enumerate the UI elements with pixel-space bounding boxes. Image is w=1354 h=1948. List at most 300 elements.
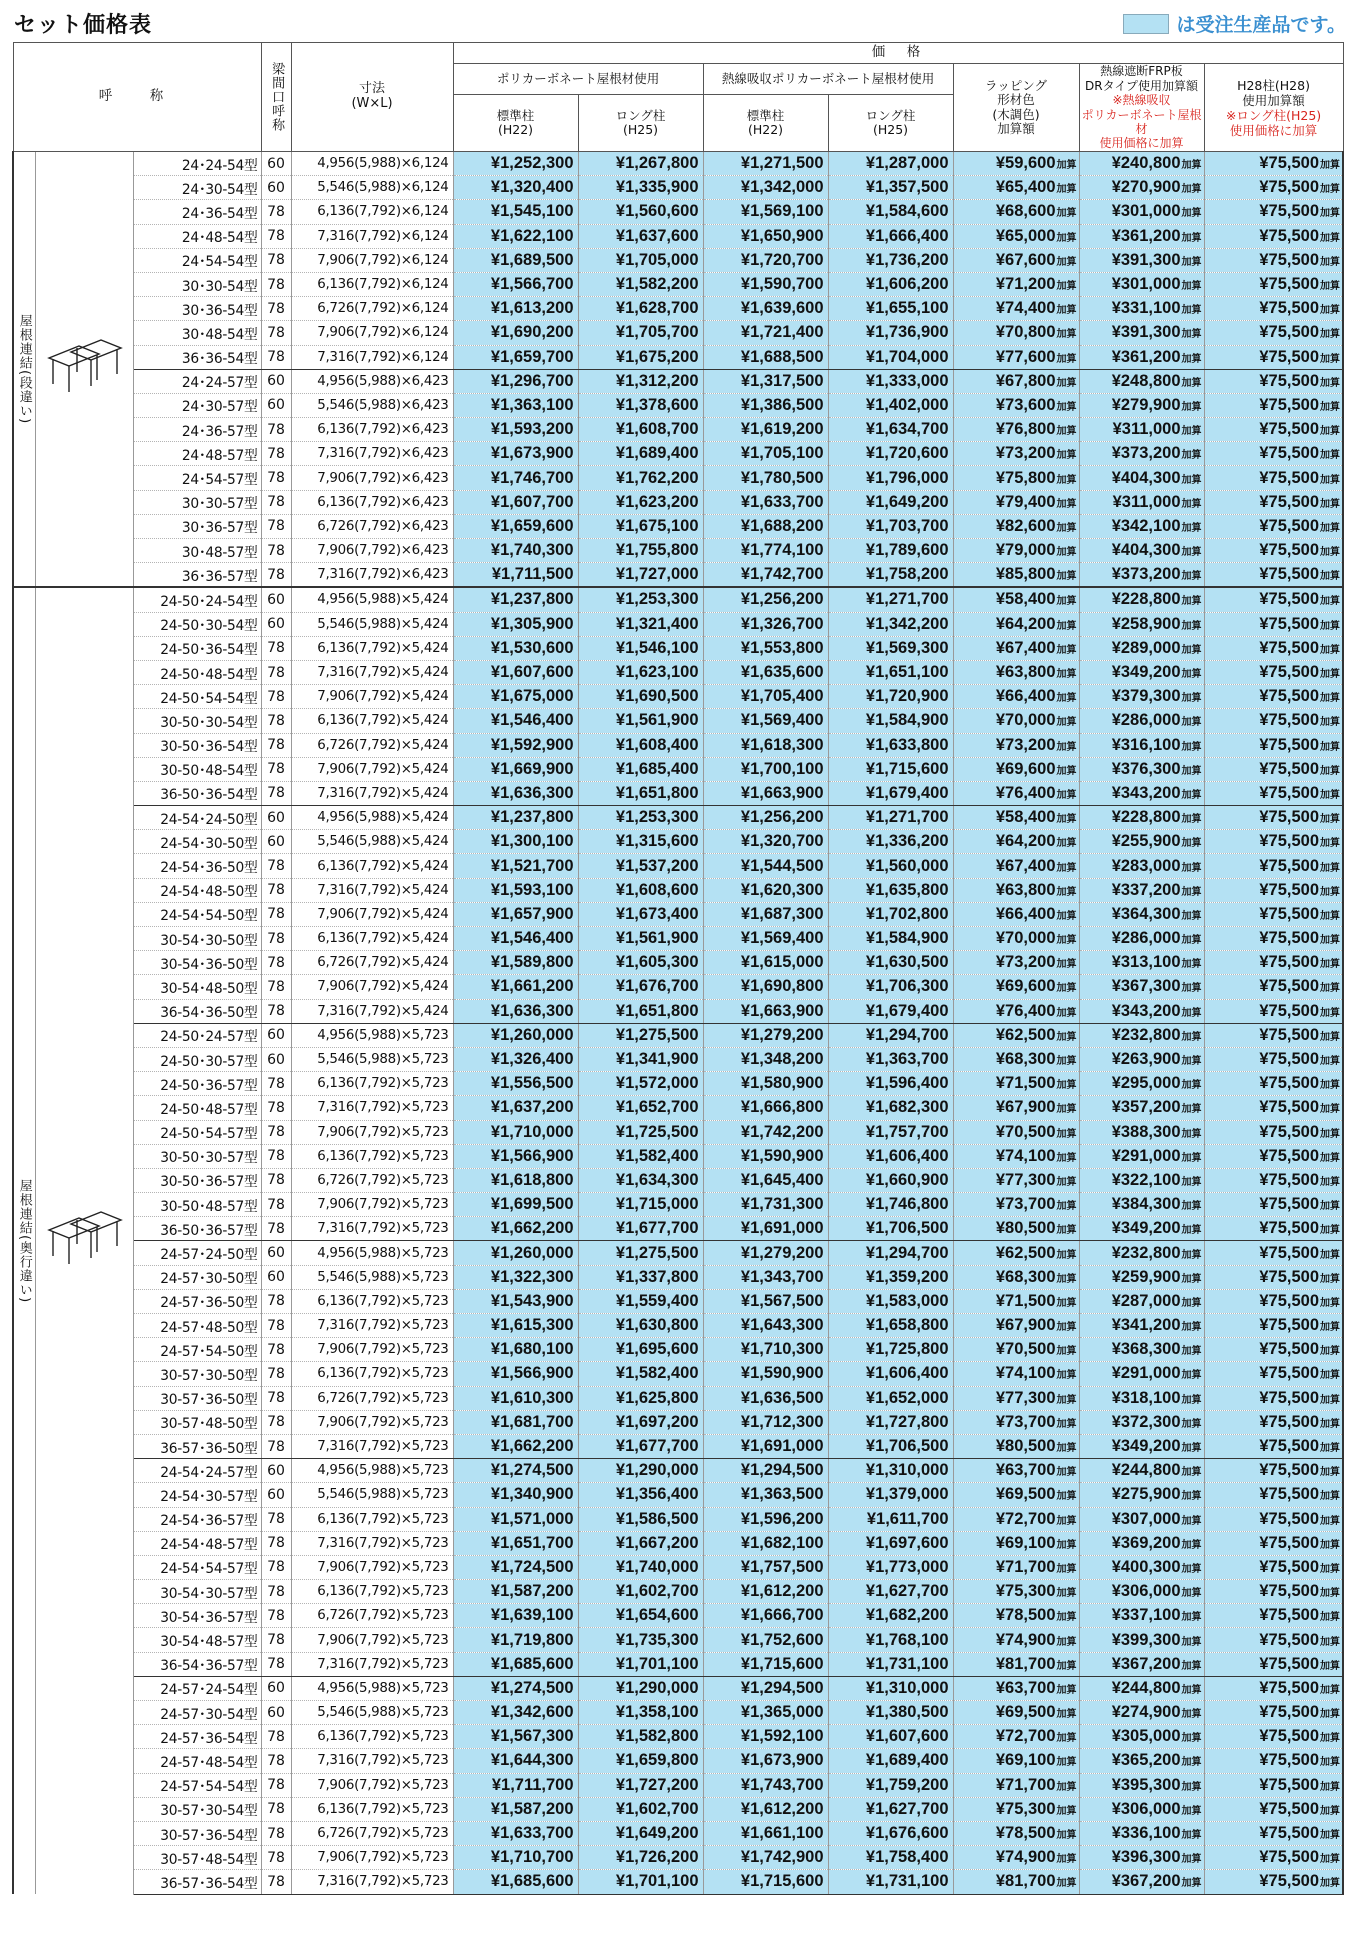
add-suffix: 加算	[1181, 935, 1202, 947]
wrap-add	[953, 1289, 1079, 1313]
add-suffix: 加算	[1181, 644, 1202, 656]
add-value: ¥66,400	[995, 904, 1056, 923]
h28-add	[1204, 660, 1343, 684]
add-suffix: 加算	[1320, 1273, 1341, 1285]
add-suffix: 加算	[1181, 1467, 1202, 1479]
add-suffix: 加算	[1181, 498, 1202, 510]
price-std-heat: ¥1,742,200	[703, 1120, 828, 1144]
beam-span: 78	[261, 297, 291, 321]
add-value: ¥357,200	[1111, 1098, 1181, 1117]
price-long-heat: ¥1,336,200	[828, 830, 953, 854]
add-suffix: 加算	[1320, 910, 1341, 922]
price-long-heat: ¥1,706,300	[828, 975, 953, 999]
table-row	[13, 418, 1343, 442]
add-suffix: 加算	[1181, 1418, 1202, 1430]
beam-span: 78	[261, 248, 291, 272]
wrap-add	[953, 563, 1079, 588]
add-value: ¥63,800	[995, 880, 1056, 899]
add-value: ¥67,400	[995, 856, 1056, 875]
add-value: ¥75,500	[1259, 420, 1320, 439]
add-suffix: 加算	[1056, 522, 1077, 534]
price-std-heat: ¥1,618,300	[703, 733, 828, 757]
price-std-heat: ¥1,271,500	[703, 152, 828, 176]
add-value: ¥67,900	[995, 1316, 1056, 1335]
add-value: ¥66,400	[995, 687, 1056, 706]
add-value: ¥75,500	[1259, 856, 1320, 875]
model-name: 24-50･24-54型	[133, 587, 261, 612]
price-long-heat: ¥1,736,900	[828, 321, 953, 345]
price-std-poly: ¥1,685,600	[453, 1870, 578, 1894]
wrap-add	[953, 200, 1079, 224]
beam-span: 78	[261, 563, 291, 588]
price-std-poly: ¥1,530,600	[453, 636, 578, 660]
add-value: ¥69,100	[995, 1533, 1056, 1552]
dimension: 6,136(7,792)×6,124	[291, 272, 453, 296]
price-long-poly: ¥1,582,800	[578, 1725, 703, 1749]
dimension: 7,316(7,792)×6,124	[291, 345, 453, 369]
add-value: ¥75,500	[1259, 226, 1320, 245]
beam-span: 78	[261, 757, 291, 781]
add-suffix: 加算	[1181, 353, 1202, 365]
table-row	[13, 1362, 1343, 1386]
price-std-poly: ¥1,237,800	[453, 587, 578, 612]
add-suffix: 加算	[1056, 717, 1077, 729]
table-row	[13, 587, 1343, 612]
add-value: ¥75,500	[1259, 1025, 1320, 1044]
model-name: 30-54･30-50型	[133, 927, 261, 951]
add-suffix: 加算	[1320, 1709, 1341, 1721]
dimension: 6,726(7,792)×5,723	[291, 1386, 453, 1410]
add-suffix: 加算	[1320, 959, 1341, 971]
add-suffix: 加算	[1181, 693, 1202, 705]
add-value: ¥75,500	[1259, 323, 1320, 342]
header-h28-title: H28柱(H28) 使用加算額	[1237, 77, 1310, 108]
add-value: ¥244,800	[1111, 1678, 1181, 1697]
price-long-poly: ¥1,572,000	[578, 1072, 703, 1096]
add-suffix: 加算	[1181, 1757, 1202, 1769]
frp-add	[1079, 1120, 1204, 1144]
price-std-poly: ¥1,587,200	[453, 1580, 578, 1604]
add-value: ¥75,500	[1259, 347, 1320, 366]
model-name: 24･54-54型	[133, 248, 261, 272]
h28-add	[1204, 781, 1343, 805]
add-suffix: 加算	[1181, 184, 1202, 196]
wrap-add	[953, 1483, 1079, 1507]
dimension: 5,546(5,988)×5,424	[291, 830, 453, 854]
add-value: ¥73,200	[995, 444, 1056, 463]
add-suffix: 加算	[1320, 329, 1341, 341]
add-value: ¥64,200	[995, 832, 1056, 851]
frp-add	[1079, 1676, 1204, 1700]
table-row	[13, 1749, 1343, 1773]
beam-span: 60	[261, 1676, 291, 1700]
price-long-poly: ¥1,651,800	[578, 999, 703, 1023]
price-long-heat: ¥1,569,300	[828, 636, 953, 660]
add-suffix: 加算	[1056, 547, 1077, 559]
h28-add	[1204, 1749, 1343, 1773]
table-row	[13, 1555, 1343, 1579]
table-row	[13, 490, 1343, 514]
h28-add	[1204, 1120, 1343, 1144]
table-row	[13, 757, 1343, 781]
price-long-poly: ¥1,654,600	[578, 1604, 703, 1628]
add-suffix: 加算	[1181, 620, 1202, 632]
add-value: ¥342,100	[1111, 516, 1181, 535]
beam-span: 60	[261, 369, 291, 393]
beam-span: 78	[261, 878, 291, 902]
add-suffix: 加算	[1181, 1709, 1202, 1721]
add-value: ¥59,600	[995, 154, 1056, 173]
beam-span: 60	[261, 587, 291, 612]
beam-span: 78	[261, 975, 291, 999]
price-std-poly: ¥1,587,200	[453, 1797, 578, 1821]
price-long-poly: ¥1,685,400	[578, 757, 703, 781]
add-value: ¥74,900	[995, 1630, 1056, 1649]
stepped-carport-icon	[41, 390, 127, 406]
add-value: ¥75,500	[1259, 371, 1320, 390]
price-std-poly: ¥1,521,700	[453, 854, 578, 878]
price-long-heat: ¥1,758,200	[828, 563, 953, 588]
add-value: ¥69,100	[995, 1751, 1056, 1770]
beam-span: 78	[261, 200, 291, 224]
add-suffix: 加算	[1181, 1491, 1202, 1503]
add-value: ¥399,300	[1111, 1630, 1181, 1649]
h28-add	[1204, 224, 1343, 248]
add-suffix: 加算	[1056, 498, 1077, 510]
price-std-heat: ¥1,715,600	[703, 1652, 828, 1676]
frp-add	[1079, 563, 1204, 588]
frp-add	[1079, 393, 1204, 417]
price-std-heat: ¥1,752,600	[703, 1628, 828, 1652]
add-suffix: 加算	[1320, 644, 1341, 656]
h28-add	[1204, 709, 1343, 733]
model-name: 36-57･36-50型	[133, 1434, 261, 1458]
h28-add	[1204, 1725, 1343, 1749]
dimension: 7,906(7,792)×6,124	[291, 321, 453, 345]
price-std-heat: ¥1,569,400	[703, 709, 828, 733]
add-suffix: 加算	[1181, 838, 1202, 850]
frp-add	[1079, 345, 1204, 369]
add-suffix: 加算	[1320, 184, 1341, 196]
add-suffix: 加算	[1320, 935, 1341, 947]
frp-add	[1079, 297, 1204, 321]
depth-carport-icon	[41, 1262, 127, 1278]
add-value: ¥81,700	[995, 1872, 1056, 1891]
add-suffix: 加算	[1320, 886, 1341, 898]
price-long-heat: ¥1,746,800	[828, 1193, 953, 1217]
price-std-poly: ¥1,746,700	[453, 466, 578, 490]
add-suffix: 加算	[1320, 160, 1341, 172]
price-long-poly: ¥1,546,100	[578, 636, 703, 660]
dimension: 7,906(7,792)×6,124	[291, 248, 453, 272]
add-suffix: 加算	[1056, 474, 1077, 486]
price-long-poly: ¥1,561,900	[578, 709, 703, 733]
price-long-heat: ¥1,627,700	[828, 1797, 953, 1821]
frp-add	[1079, 1821, 1204, 1845]
add-suffix: 加算	[1056, 1757, 1077, 1769]
add-suffix: 加算	[1056, 184, 1077, 196]
add-value: ¥75,500	[1259, 1654, 1320, 1673]
price-std-heat: ¥1,279,200	[703, 1023, 828, 1047]
frp-add	[1079, 733, 1204, 757]
add-value: ¥255,900	[1111, 832, 1181, 851]
table-row	[13, 442, 1343, 466]
wrap-add	[953, 1531, 1079, 1555]
price-std-poly: ¥1,610,300	[453, 1386, 578, 1410]
add-suffix: 加算	[1320, 1854, 1341, 1866]
beam-span: 78	[261, 927, 291, 951]
price-std-heat: ¥1,615,000	[703, 951, 828, 975]
price-std-poly: ¥1,237,800	[453, 806, 578, 830]
add-value: ¥75,500	[1259, 1412, 1320, 1431]
add-suffix: 加算	[1320, 1152, 1341, 1164]
frp-add	[1079, 1144, 1204, 1168]
add-suffix: 加算	[1056, 1878, 1077, 1890]
price-std-poly: ¥1,661,200	[453, 975, 578, 999]
price-std-poly: ¥1,651,700	[453, 1531, 578, 1555]
add-suffix: 加算	[1320, 1297, 1341, 1309]
add-suffix: 加算	[1181, 208, 1202, 220]
add-value: ¥75,500	[1259, 1074, 1320, 1093]
add-suffix: 加算	[1056, 377, 1077, 389]
wrap-add	[953, 1749, 1079, 1773]
add-value: ¥388,300	[1111, 1122, 1181, 1141]
category-label	[13, 587, 35, 1894]
beam-span: 78	[261, 418, 291, 442]
add-value: ¥75,500	[1259, 832, 1320, 851]
add-value: ¥75,500	[1259, 1437, 1320, 1456]
table-row	[13, 1846, 1343, 1870]
price-long-heat: ¥1,627,700	[828, 1580, 953, 1604]
price-long-heat: ¥1,294,700	[828, 1023, 953, 1047]
beam-span: 60	[261, 152, 291, 176]
model-name: 36-50･36-54型	[133, 781, 261, 805]
wrap-add	[953, 757, 1079, 781]
price-long-heat: ¥1,357,500	[828, 176, 953, 200]
price-long-poly: ¥1,586,500	[578, 1507, 703, 1531]
beam-span: 78	[261, 272, 291, 296]
beam-span: 78	[261, 1072, 291, 1096]
model-name: 24-54･54-57型	[133, 1555, 261, 1579]
add-value: ¥270,900	[1111, 178, 1181, 197]
price-std-poly: ¥1,340,900	[453, 1483, 578, 1507]
add-value: ¥75,500	[1259, 1509, 1320, 1528]
add-suffix: 加算	[1320, 571, 1341, 583]
beam-span: 78	[261, 636, 291, 660]
price-std-poly: ¥1,566,900	[453, 1362, 578, 1386]
wrap-add	[953, 176, 1079, 200]
frp-add	[1079, 1652, 1204, 1676]
add-suffix: 加算	[1320, 1757, 1341, 1769]
dimension: 7,316(7,792)×5,723	[291, 1749, 453, 1773]
price-std-poly: ¥1,593,100	[453, 878, 578, 902]
add-value: ¥74,400	[995, 299, 1056, 318]
price-std-heat: ¥1,320,700	[703, 830, 828, 854]
add-suffix: 加算	[1181, 1346, 1202, 1358]
add-value: ¥75,500	[1259, 444, 1320, 463]
price-long-poly: ¥1,673,400	[578, 902, 703, 926]
price-long-heat: ¥1,649,200	[828, 490, 953, 514]
model-name: 36-54･36-57型	[133, 1652, 261, 1676]
add-suffix: 加算	[1056, 789, 1077, 801]
add-suffix: 加算	[1320, 1539, 1341, 1551]
price-std-heat: ¥1,553,800	[703, 636, 828, 660]
add-suffix: 加算	[1320, 1394, 1341, 1406]
h28-add	[1204, 902, 1343, 926]
model-name: 24-50･48-57型	[133, 1096, 261, 1120]
add-value: ¥82,600	[995, 516, 1056, 535]
add-suffix: 加算	[1056, 741, 1077, 753]
h28-add	[1204, 1386, 1343, 1410]
add-suffix: 加算	[1320, 1056, 1341, 1068]
price-std-heat: ¥1,612,200	[703, 1797, 828, 1821]
add-suffix: 加算	[1181, 1539, 1202, 1551]
price-std-poly: ¥1,675,000	[453, 685, 578, 709]
add-value: ¥75,500	[1259, 1824, 1320, 1843]
price-long-heat: ¥1,271,700	[828, 587, 953, 612]
add-suffix: 加算	[1056, 1491, 1077, 1503]
dimension: 7,906(7,792)×5,723	[291, 1773, 453, 1797]
price-long-poly: ¥1,275,500	[578, 1023, 703, 1047]
price-long-poly: ¥1,253,300	[578, 806, 703, 830]
price-std-heat: ¥1,580,900	[703, 1072, 828, 1096]
beam-span: 78	[261, 1193, 291, 1217]
add-suffix: 加算	[1056, 596, 1077, 608]
frp-add	[1079, 176, 1204, 200]
price-long-poly: ¥1,608,400	[578, 733, 703, 757]
price-std-heat: ¥1,256,200	[703, 587, 828, 612]
add-value: ¥80,500	[995, 1219, 1056, 1238]
price-std-heat: ¥1,691,000	[703, 1217, 828, 1241]
add-value: ¥337,100	[1111, 1606, 1181, 1625]
dimension: 5,546(5,988)×5,723	[291, 1047, 453, 1071]
price-long-heat: ¥1,379,000	[828, 1483, 953, 1507]
dimension: 7,906(7,792)×5,723	[291, 1120, 453, 1144]
add-value: ¥75,500	[1259, 1678, 1320, 1697]
dimension: 4,956(5,988)×5,424	[291, 587, 453, 612]
model-name: 30-54･36-50型	[133, 951, 261, 975]
price-long-heat: ¥1,310,000	[828, 1676, 953, 1700]
price-long-heat: ¥1,731,100	[828, 1870, 953, 1894]
table-row	[13, 1701, 1343, 1725]
add-suffix: 加算	[1056, 1539, 1077, 1551]
h28-add	[1204, 1483, 1343, 1507]
add-value: ¥291,000	[1111, 1146, 1181, 1165]
model-name: 24-54･36-57型	[133, 1507, 261, 1531]
add-suffix: 加算	[1181, 765, 1202, 777]
add-value: ¥232,800	[1111, 1025, 1181, 1044]
add-suffix: 加算	[1056, 1563, 1077, 1575]
add-suffix: 加算	[1056, 1201, 1077, 1213]
wrap-add	[953, 660, 1079, 684]
add-value: ¥68,600	[995, 202, 1056, 221]
price-long-poly: ¥1,701,100	[578, 1652, 703, 1676]
header-name: 呼 称	[13, 43, 261, 152]
wrap-add	[953, 1846, 1079, 1870]
add-value: ¥364,300	[1111, 904, 1181, 923]
add-value: ¥75,500	[1259, 1122, 1320, 1141]
beam-span: 78	[261, 951, 291, 975]
category-image	[35, 152, 133, 588]
beam-span: 78	[261, 1168, 291, 1192]
price-long-heat: ¥1,606,200	[828, 272, 953, 296]
price-std-heat: ¥1,700,100	[703, 757, 828, 781]
table-row	[13, 1386, 1343, 1410]
add-value: ¥78,500	[995, 1824, 1056, 1843]
add-suffix: 加算	[1056, 1128, 1077, 1140]
price-long-poly: ¥1,378,600	[578, 393, 703, 417]
beam-span: 78	[261, 709, 291, 733]
add-value: ¥313,100	[1111, 953, 1181, 972]
price-std-heat: ¥1,720,700	[703, 248, 828, 272]
price-long-poly: ¥1,637,600	[578, 224, 703, 248]
add-value: ¥75,500	[1259, 1727, 1320, 1746]
model-name: 24-54･24-50型	[133, 806, 261, 830]
table-row	[13, 1676, 1343, 1700]
frp-add	[1079, 781, 1204, 805]
beam-span: 78	[261, 1555, 291, 1579]
add-suffix: 加算	[1181, 1322, 1202, 1334]
add-value: ¥80,500	[995, 1437, 1056, 1456]
add-value: ¥75,500	[1259, 154, 1320, 173]
table-row	[13, 975, 1343, 999]
price-long-poly: ¥1,689,400	[578, 442, 703, 466]
dimension: 6,136(7,792)×5,424	[291, 854, 453, 878]
add-value: ¥75,500	[1259, 250, 1320, 269]
price-std-heat: ¥1,544,500	[703, 854, 828, 878]
price-long-heat: ¥1,342,200	[828, 612, 953, 636]
price-std-heat: ¥1,742,700	[703, 563, 828, 588]
model-name: 24-50･48-54型	[133, 660, 261, 684]
add-value: ¥369,200	[1111, 1533, 1181, 1552]
price-long-heat: ¥1,271,700	[828, 806, 953, 830]
price-std-poly: ¥1,669,900	[453, 757, 578, 781]
table-row	[13, 1652, 1343, 1676]
add-value: ¥400,300	[1111, 1557, 1181, 1576]
price-std-poly: ¥1,556,500	[453, 1072, 578, 1096]
wrap-add	[953, 224, 1079, 248]
price-long-poly: ¥1,755,800	[578, 539, 703, 563]
add-value: ¥63,700	[995, 1678, 1056, 1697]
header-h28-note: ※ロング柱(H25) 使用価格に加算	[1225, 107, 1322, 138]
add-value: ¥71,500	[995, 1074, 1056, 1093]
header-wrapping: ラッピング 形材色 (木調色) 加算額	[953, 64, 1079, 152]
table-row	[13, 1289, 1343, 1313]
add-suffix: 加算	[1320, 1660, 1341, 1672]
frp-add	[1079, 152, 1204, 176]
table-row	[13, 1047, 1343, 1071]
add-suffix: 加算	[1320, 983, 1341, 995]
price-long-heat: ¥1,611,700	[828, 1507, 953, 1531]
beam-span: 78	[261, 1580, 291, 1604]
frp-add	[1079, 757, 1204, 781]
frp-add	[1079, 539, 1204, 563]
h28-add	[1204, 1628, 1343, 1652]
beam-span: 78	[261, 1434, 291, 1458]
table-row	[13, 709, 1343, 733]
price-long-heat: ¥1,560,000	[828, 854, 953, 878]
price-std-heat: ¥1,666,700	[703, 1604, 828, 1628]
h28-add	[1204, 1555, 1343, 1579]
legend-swatch	[1123, 14, 1169, 34]
table-row	[13, 1193, 1343, 1217]
frp-add	[1079, 927, 1204, 951]
wrap-add	[953, 1459, 1079, 1483]
wrap-add	[953, 587, 1079, 612]
price-std-poly: ¥1,689,500	[453, 248, 578, 272]
add-suffix: 加算	[1181, 741, 1202, 753]
add-suffix: 加算	[1181, 547, 1202, 559]
